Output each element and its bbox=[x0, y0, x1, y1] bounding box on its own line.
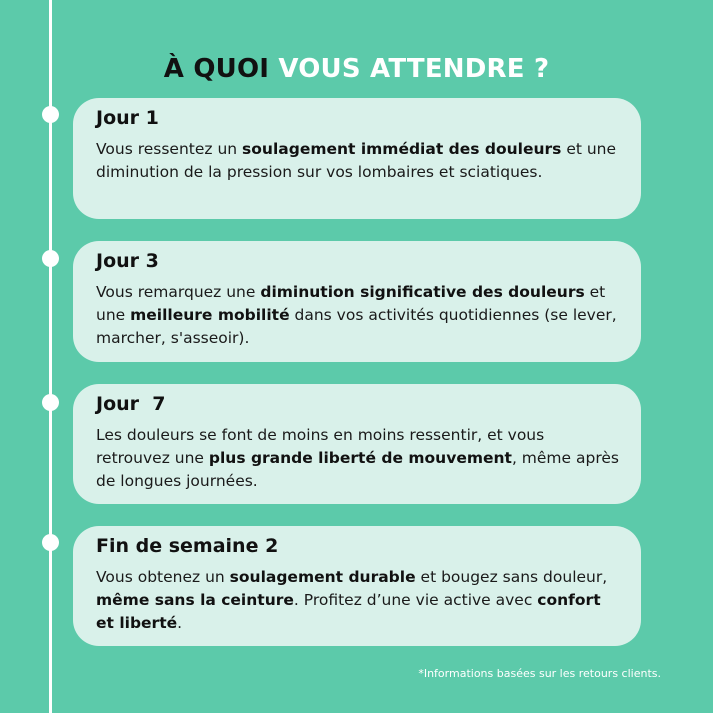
timeline-card-day-7 bbox=[73, 384, 641, 504]
page-title bbox=[0, 54, 713, 84]
body-text: . bbox=[177, 614, 183, 632]
body-text: Vous obtenez un bbox=[96, 568, 230, 586]
title-part-dark: À QUOI bbox=[163, 54, 270, 84]
timeline-dot bbox=[42, 250, 59, 267]
body-text: , même après de longues journées. bbox=[96, 449, 619, 490]
card-title: Jour 3 bbox=[96, 250, 159, 272]
body-text: . Profitez d’une vie active avec bbox=[293, 591, 538, 609]
card-text bbox=[96, 138, 619, 184]
highlight-text: confort et liberté bbox=[96, 591, 601, 632]
highlight-text: soulagement durable bbox=[229, 568, 416, 586]
body-text: et une bbox=[96, 283, 606, 324]
card-text bbox=[96, 566, 619, 635]
highlight-text: soulagement immédiat des douleurs bbox=[242, 140, 562, 158]
footnote: *Informations basées sur les retours clients. bbox=[418, 667, 661, 680]
highlight-text: plus grande liberté de mouvement bbox=[208, 449, 512, 467]
timeline-dot bbox=[42, 106, 59, 123]
timeline-card-day-1 bbox=[73, 98, 641, 219]
body-text: Vous remarquez une bbox=[96, 283, 261, 301]
body-text: Vous ressentez un bbox=[96, 140, 243, 158]
timeline-card-week-2 bbox=[73, 526, 641, 646]
highlight-text: meilleure mobilité bbox=[130, 306, 290, 324]
timeline-dot bbox=[42, 394, 59, 411]
body-text: et une diminution de la pression sur vos lombaires et sciatiques. bbox=[96, 140, 617, 181]
card-text bbox=[96, 281, 619, 350]
highlight-text: même sans la ceinture bbox=[96, 591, 294, 609]
body-text: dans vos activités quotidiennes (se lever, marcher, s'asseoir). bbox=[96, 306, 617, 347]
body-text: Les douleurs se font de moins en moins ressentir, et vous retrouvez une bbox=[96, 426, 545, 467]
body-text: et bougez sans douleur, bbox=[415, 568, 608, 586]
card-title: Jour 1 bbox=[96, 107, 159, 129]
title-part-light: VOUS ATTENDRE ? bbox=[278, 54, 550, 84]
timeline-card-day-3 bbox=[73, 241, 641, 362]
timeline-dot bbox=[42, 534, 59, 551]
highlight-text: diminution significative des douleurs bbox=[260, 283, 585, 301]
card-title: Jour 7 bbox=[96, 393, 166, 415]
card-text bbox=[96, 424, 619, 493]
card-title: Fin de semaine 2 bbox=[96, 535, 279, 557]
